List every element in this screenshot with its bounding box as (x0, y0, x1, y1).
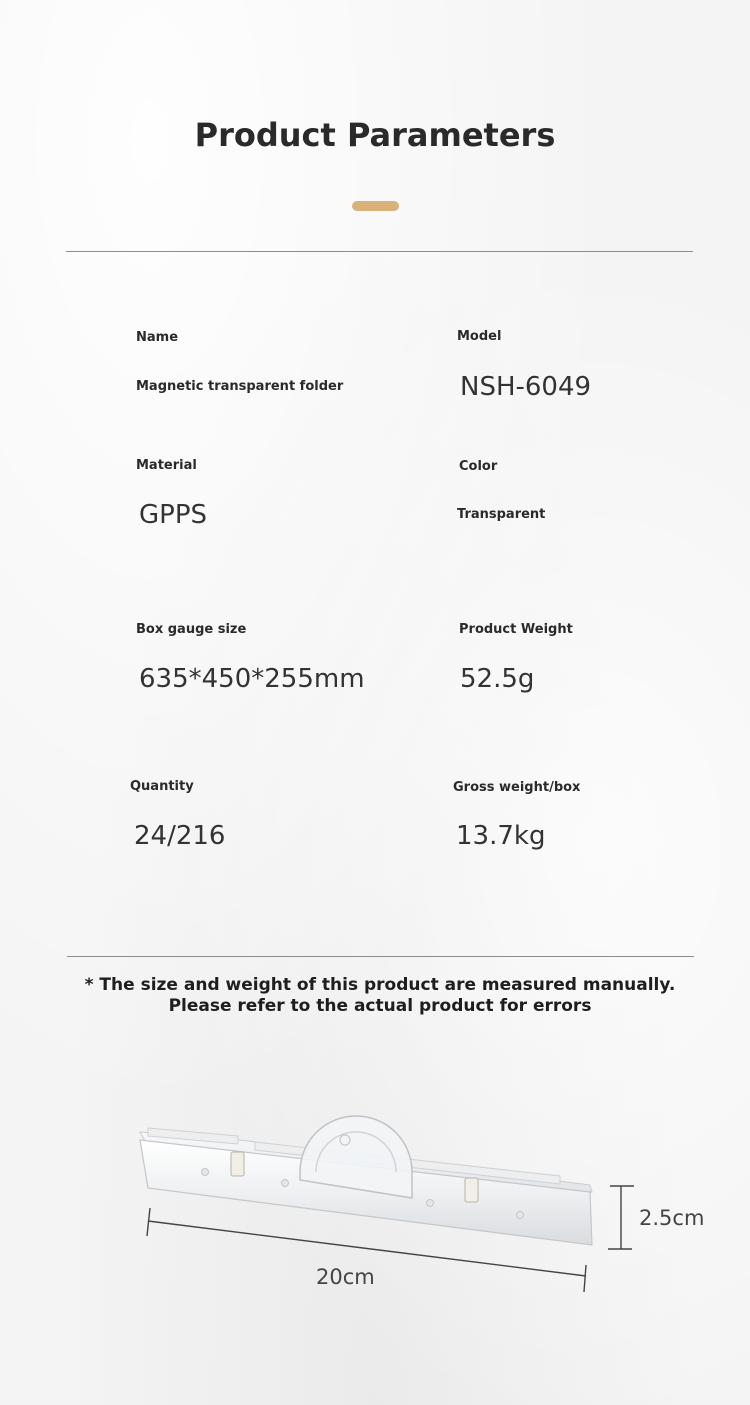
top-divider (66, 251, 693, 252)
material-label: Material (136, 458, 197, 473)
box-size-label: Box gauge size (136, 622, 247, 637)
weight-value: 52.5g (460, 664, 535, 694)
accent-bar (352, 201, 399, 211)
quantity-value: 24/216 (134, 821, 226, 851)
bottom-divider (67, 956, 694, 957)
name-label: Name (136, 330, 179, 345)
height-dimension-label: 2.5cm (639, 1206, 705, 1230)
length-dimension-label: 20cm (316, 1265, 375, 1289)
box-size-value: 635*450*255mm (139, 664, 365, 694)
model-value: NSH-6049 (460, 372, 592, 402)
material-value: GPPS (139, 500, 208, 530)
weight-label: Product Weight (459, 622, 573, 637)
color-value: Transparent (457, 507, 546, 522)
quantity-label: Quantity (130, 779, 194, 794)
magnet-left (231, 1152, 244, 1176)
product-illustration (0, 1040, 750, 1320)
measurement-note: * The size and weight of this product are measured manually. Please refer to the actual product for errors (84, 975, 676, 1016)
page-title: Product Parameters (194, 116, 556, 154)
name-value: Magnetic transparent folder (136, 379, 344, 394)
model-label: Model (457, 329, 502, 344)
magnet-right (465, 1178, 478, 1202)
gross-weight-label: Gross weight/box (453, 780, 581, 795)
gross-weight-value: 13.7kg (456, 821, 546, 851)
color-label: Color (459, 459, 498, 474)
